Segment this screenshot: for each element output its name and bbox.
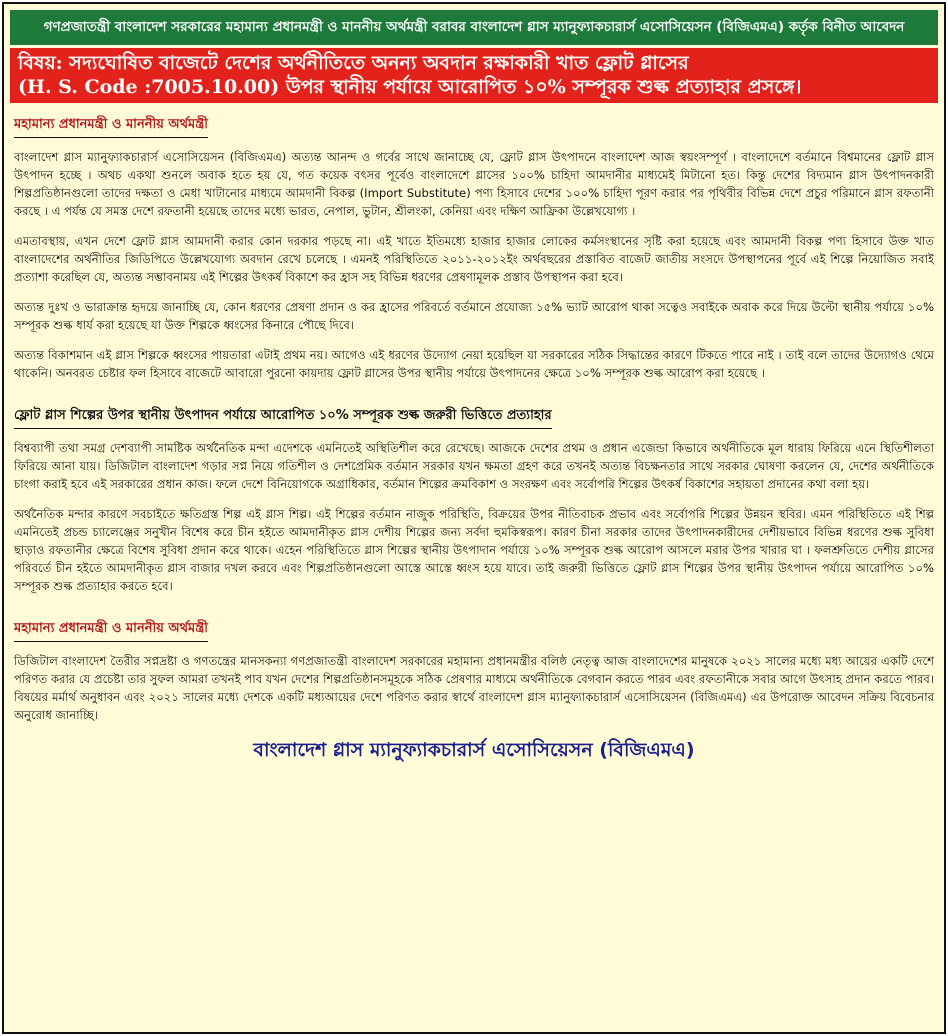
paragraph: অত্যন্ত বিকাশমান এই গ্লাস শিল্পকে ধ্বংসের পায়তারা এটাই প্রথম নয়। আগেও এই ধরণের উদ্যোগ নেয়া হয়েছিল যা সরকারের সঠিক সিদ্ধান্তের কারণে টিকতে পারে নাই । তাই বলে তাদের উদ্যোগও থেমে থাকেনি। অনবরত চেষ্টার ফল হিসাবে বাজেটে আবারো পুরনো কায়দায় ফ্লোট গ্লাসের উপর স্থানীয় পর্যায়ে উৎপাদনের ক্ষেত্রে ১০% সম্পূরক শুল্ক আরোপ করা হয়েছে । xyxy=(14,348,934,380)
subject-line-1: বিষয়: সদ্যঘোষিত বাজেটে দেশের অর্থনীতিতে অনন্য অবদান রক্ষাকারী খাত ফ্লোট গ্লাসের xyxy=(18,52,689,74)
organization-signature: বাংলাদেশ গ্লাস ম্যানুফ্যাকচারার্স এসোসিয়েসন (বিজিএমএ) xyxy=(253,739,695,761)
paragraph: অর্থনৈতিক মন্দার কারণে সবচাইতে ক্ষতিগ্রস্ত শিল্প এই গ্লাস শিল্প। এই শিল্পের বর্তমান নাজুক পরিস্থিতি, বিক্রয়ের উপর নীতিবাচক প্রভাব এবং সর্বোপরি শিল্পের উন্নয়ন স্থবির। এমন পরিস্থিতিতে এই শিল্প এমনিতেই প্রচন্ড চ্যালেঞ্জের সনুখীন বিশেষ করে চীন হইতে আমদানীকৃত গ্লাস দেশীয় শিল্পের জন্য সর্বদা হুমকিস্বরূপ। কারণ চীনা সরকার তাদের উৎপাদনকারীদের দেশীয়ভাবে বিভিন্ন ধরণের শুল্ক সুবিধা ছাড়াও রফতানীর ক্ষেত্রে বিশেষ সুবিধা প্রদান করে থাকে। এহেন পরিস্থিতিতে গ্লাস শিল্পের স্থানীয় উৎপাদান পর্যায়ে ১০% সম্পূরক শুল্ক আরোপ আসলে মরার উপর খারার ঘা । ফলশ্রুতিতে দেশীয় গ্লাসের পরিবর্তে চীন হইতে আমদানীকৃত গ্লাস বাজার দখল করবে এবং শিল্পপ্রতিষ্ঠানগুলো আস্তে আস্তে ধ্বংস হয়ে যাবে। তাই জরুরী ভিত্তিতে ফ্লোট গ্লাস শিল্পের উপর স্থানীয় উৎপাদন পর্যায়ে আরোপিত ১০% সম্পূরক শুল্ক প্রত্যাহার করতে হবে। xyxy=(14,507,934,593)
section-heading-demand: ফ্লোট গ্লাস শিল্পের উপর স্থানীয় উৎপাদন পর্যায়ে আরোপিত ১০% সম্পূরক শুল্ক জরুরী ভিত্তিতে প্রত্যাহার xyxy=(14,406,552,429)
section-heading-salutation: মহামান্য প্রধানমন্ত্রী ও মাননীয় অর্থমন্ত্রী xyxy=(14,115,208,138)
subject-box xyxy=(10,48,938,103)
subject-line-2: (H. S. Code :7005.10.00) উপর স্থানীয় পর্যায়ে আরোপিত ১০% সম্পূরক শুল্ক প্রত্যাহার প্রসঙ্গে। xyxy=(18,76,802,98)
top-banner: গণপ্রজাতন্ত্রী বাংলাদেশ সরকারের মহামান্য প্রধানমন্ত্রী ও মাননীয় অর্থমন্ত্রী বরাবর বাংলাদেশ গ্লাস ম্যানুফ্যাকচারার্স এসোসিয়েসন (বিজিএমএ) কর্তৃক বিনীত আবেদন xyxy=(10,10,938,45)
paragraph: বিশ্বব্যাপী তথা সমগ্র দেশব্যাপী সামষ্টিক অর্থনৈতিক মন্দা এদেশকে এমনিতেই অস্থিতিশীল করে রেখেছে। আজকে দেশের প্রথম ও প্রধান এজেন্ডা কিভাবে অর্থনীতিকে মূল ধারায় ফিরিয়ে এনে স্থিতিশীলতা ফিরিয়ে আনা যায়। ডিজিটাল বাংলাদেশ গড়ার সপ্ন নিয়ে গতিশীল ও দেশপ্রেমিক বর্তমান সরকার যখন ক্ষমতা গ্রহণ করে তখনই অত্যন্ত বিচক্ষনতার সাথে সরকার ঘোষণা করলেন যে, দেশের অর্থনীতিকে চাংগা করাই হবে এই সরকারের প্রধান কাজ। ফলে দেশে বিনিয়োগকে অগ্রাধিকার, বর্তমান শিল্পের ক্রমবিকাশ ও সংরক্ষণ এবং সর্বোপরি শিল্পের উৎকর্ষ বিকাশের সহায়তা প্রদানের কথা বলা হয়। xyxy=(14,441,934,491)
advertisement-page xyxy=(2,2,946,1034)
section-heading-closing: মহামান্য প্রধানমন্ত্রী ও মাননীয় অর্থমন্ত্রী xyxy=(14,619,208,642)
paragraph: বাংলাদেশ গ্লাস ম্যানুফ্যাকচারার্স এসোসিয়েসন (বিজিএমএ) অত্যন্ত আনন্দ ও গর্বের সাথে জানাচ্ছে যে, ফ্লোট গ্লাস উৎপাদনে বাংলাদেশ আজ স্বয়ংসম্পূর্ণ । বাংলাদেশে বর্তমানে বিশ্বমানের ফ্লোট গ্লাস উৎপাদন হচ্ছে । অথচ একথা শুনলে অবাক হতে হয় যে, গত কয়েক বৎসর পূর্বেও বাংলাদেশে গ্লাসের ১০০% চাহিদা আমদানীর মাধ্যমেই মিটানো হত। কিন্তু দেশের বিদ্যমান গ্লাস উৎপাদনকারী শিল্পপ্রতিষ্ঠানগুলো তাদের দক্ষতা ও মেধা খাটানোর মাধ্যমে আমদানী বিকল্প (Import Substitute) পণ্য হিসাবে দেশের ১০০% চাহিদা পূরণ করার পর পৃথিবীর বিভিন্ন দেশে প্রচুর পরিমানে গ্লাস রফতানী করছে । এ পর্যন্ত যে সমস্ত দেশে রফতানী হয়েছে তাদের মধ্যে ভারত, নেপাল, ভুটান, শ্রীলংকা, কেনিয়া এবং দক্ষিণ আফ্রিকা উল্লেখযোগ্য । xyxy=(14,150,934,218)
letter-body xyxy=(4,103,944,768)
paragraph: ডিজিটাল বাংলাদেশ তৈরীর সপ্নদ্রষ্টা ও গণতন্ত্রের মানসকন্যা গণপ্রজাতন্ত্রী বাংলাদেশ সরকারের মহামান্য প্রধানমন্ত্রীর বলিষ্ঠ নেতৃত্ব আজ বাংলাদেশের মানুষকে ২০২১ সালের মধ্যে মধ্য আয়ের একটি দেশে পরিণত করার যে প্রচেষ্টা তার সুফল আমরা তখনই পাব যখন দেশের শিল্পপ্রতিষ্ঠানসমূহকে সঠিক প্রেষণার মাধ্যমে অর্থনীতিকে বেগবান করতে পারব এবং রফতানীকে সবার আগে উৎসাহ প্রদান করতে পারব। বিষয়ের মর্মার্থ অনুধাবন এবং ২০২১ সালের মধ্যে দেশকে একটি মধ্যআয়ের দেশে পরিণত করার স্বার্থে বাংলাদেশ গ্লাস ম্যানুফ্যাকচারার্স এসোসিয়েসন (বিজিএমএ) এর উপরোক্ত আবেদন সক্রিয় বিবেচনার অনুরোধ জানাচ্ছি। xyxy=(14,654,934,722)
paragraph: অত্যন্ত দুঃখ ও ভারাক্রান্ত হৃদয়ে জানাচ্ছি যে, কোন ধরণের প্রেষণা প্রদান ও কর হ্রাসের পরিবর্তে বর্তমানে প্রযোজ্য ১৫% ভ্যাট আরোপ থাকা সত্বেও সবাইকে অবাক করে দিয়ে উল্টো স্থানীয় পর্যায়ে ১০% সম্পূরক শুল্ক ধার্য করা হয়েছে যা উক্ত শিল্পকে ধ্বংসের কিনারে পৌছে দিবে। xyxy=(14,300,934,332)
paragraph: এমতাবস্থায়, এখন দেশে ফ্লোট গ্লাস আমদানী করার কোন দরকার পড়ছে না। এই খাতে ইতিমধ্যে হাজার হাজার লোকের কর্মসংস্থানের সৃষ্টি করা হয়েছে এবং আমদানী বিকল্প পণ্য হিসাবে উক্ত খাত বাংলাদেশের অর্থনীতির জিডিপিতে উল্লেখযোগ্য অবদান রেখে চলেছে । এমনই পরিস্থিতিতে ২০১১-২০১২ইং অর্থবছরের প্রস্তাবিত বাজেট জাতীয় সংসদে উপস্থাপনের পূর্বে এই শিল্পে নিয়োজিত সবাই প্রত্যাশা করেছিল যে, অত্যন্ত সম্ভাবনাময় এই শিল্পের উৎকর্ষ বিকাশে কর হ্রাস সহ বিভিন্ন ধরণের প্রেষণামূলক প্রস্তাব উপস্থাপন করা হবে। xyxy=(14,234,934,284)
